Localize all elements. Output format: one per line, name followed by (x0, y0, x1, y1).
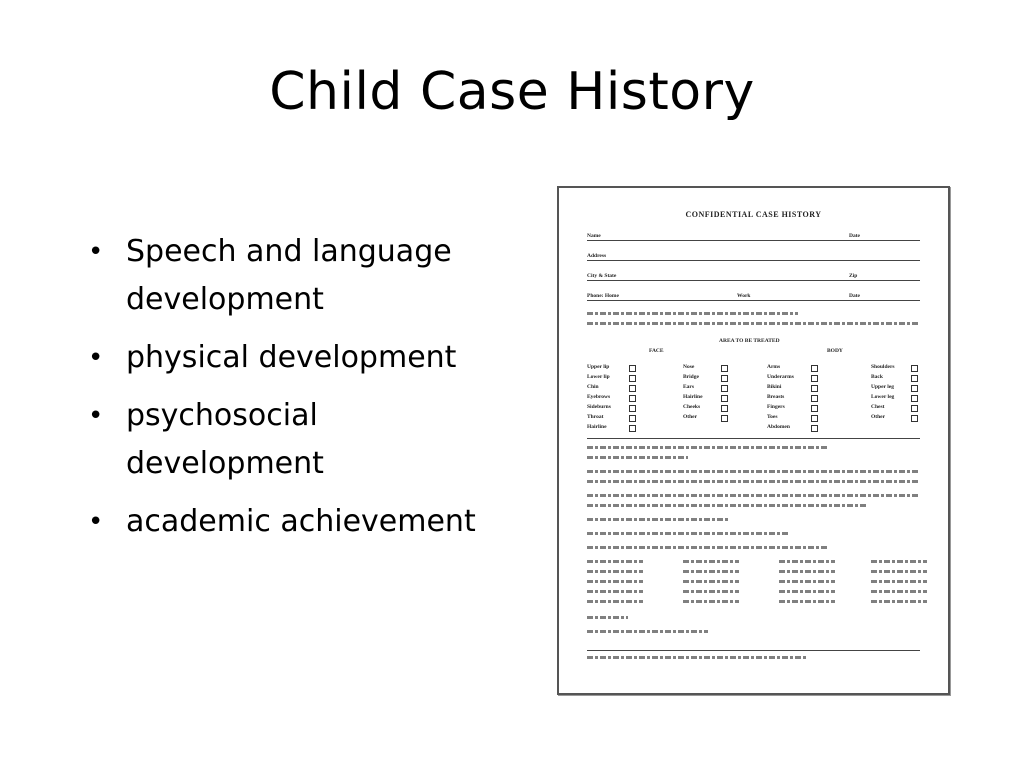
form-field-label: Name (587, 233, 601, 239)
bullet-icon: • (88, 343, 104, 373)
form-checklist-label: Abdomen (767, 424, 790, 430)
form-checkbox (629, 405, 636, 412)
form-text-line (587, 446, 828, 449)
form-checklist-label: Breasts (767, 394, 785, 400)
form-checklist-label: Chest (871, 404, 885, 410)
form-field-label: Work (737, 293, 751, 299)
form-text-line (587, 590, 643, 593)
form-checklist-label: Hairline (683, 394, 703, 400)
form-field-label: Phone: Home (587, 293, 619, 299)
form-checkbox (811, 405, 818, 412)
form-text-line (587, 656, 808, 659)
form-text-line (779, 600, 835, 603)
form-text-line (683, 600, 739, 603)
form-checkbox (811, 385, 818, 392)
form-checkbox (811, 415, 818, 422)
form-text-line (587, 456, 688, 459)
form-checkbox (911, 375, 918, 382)
form-city-row (587, 270, 920, 281)
form-checklist-label: Chin (587, 384, 599, 390)
form-heading: CONFIDENTIAL CASE HISTORY (685, 210, 822, 219)
form-text-line (683, 570, 739, 573)
form-checklist-label: Upper lip (587, 364, 610, 370)
form-checklist-label: Lower lip (587, 374, 610, 380)
form-text-line (587, 560, 643, 563)
form-checklist-label: Hairline (587, 424, 607, 430)
form-field-label: Address (587, 253, 607, 259)
form-text-line (871, 580, 927, 583)
form-field-label: Date (849, 293, 860, 299)
form-text-line (871, 600, 927, 603)
form-text-line (587, 494, 920, 497)
form-text-line (587, 570, 643, 573)
form-checklist-label: Upper leg (871, 384, 894, 390)
form-checkbox (629, 395, 636, 402)
form-checkbox (911, 395, 918, 402)
form-text-line (683, 580, 739, 583)
form-text-line (587, 504, 868, 507)
form-checkbox (629, 385, 636, 392)
form-checklist-label: Ears (683, 384, 694, 390)
form-text-line (779, 560, 835, 563)
form-checkbox (721, 375, 728, 382)
form-checkbox (629, 365, 636, 372)
case-history-form-image (557, 186, 950, 695)
bullet-icon: • (88, 401, 104, 431)
form-field-label: Zip (849, 273, 858, 279)
form-text-line (779, 590, 835, 593)
form-divider (587, 438, 920, 439)
form-checklist-label: Bikini (767, 384, 782, 390)
form-checkbox (629, 415, 636, 422)
form-checkbox (629, 425, 636, 432)
bullet-item (88, 228, 508, 324)
bullet-text: academic achievement (126, 504, 476, 539)
form-checkbox (811, 365, 818, 372)
form-text-line (779, 570, 835, 573)
bullet-text: Speech and language development (126, 234, 452, 317)
form-address-row (587, 250, 920, 261)
form-text-line (587, 470, 920, 473)
form-text-line (587, 532, 788, 535)
form-checkbox (911, 415, 918, 422)
form-face-label: FACE (649, 348, 664, 354)
form-text-line (587, 546, 828, 549)
form-text-line (587, 600, 643, 603)
form-checkbox (721, 415, 728, 422)
form-checklist-label: Bridge (683, 374, 699, 380)
bullet-item (88, 498, 508, 546)
form-body-label: BODY (827, 348, 843, 354)
bullet-icon: • (88, 237, 104, 267)
form-checklist-label: Underarms (767, 374, 794, 380)
form-checkbox (911, 365, 918, 372)
form-section-label: AREA TO BE TREATED (719, 338, 780, 344)
form-checklist-label: Nose (683, 364, 695, 370)
form-checklist-label: Other (683, 414, 698, 420)
form-text-line (683, 590, 739, 593)
form-checklist-label: Throat (587, 414, 604, 420)
bullet-list (88, 228, 508, 556)
form-checkbox (811, 395, 818, 402)
form-checklist-label: Eyebrows (587, 394, 611, 400)
form-checkbox (721, 365, 728, 372)
form-text-line (587, 580, 643, 583)
bullet-item (88, 392, 508, 488)
form-text-line (587, 616, 628, 619)
bullet-text: psychosocial development (126, 398, 324, 481)
form-checklist-label: Shoulders (871, 364, 895, 370)
form-checkbox (721, 385, 728, 392)
form-checkbox (811, 425, 818, 432)
form-checkbox (721, 405, 728, 412)
form-checkbox (911, 405, 918, 412)
form-checkbox (629, 375, 636, 382)
form-text-line (587, 518, 728, 521)
form-text-line (779, 580, 835, 583)
form-checkbox (911, 385, 918, 392)
form-text-line (683, 560, 739, 563)
form-text-line (587, 312, 798, 315)
form-field-label: City & State (587, 273, 617, 279)
form-text-line (871, 570, 927, 573)
form-text-line (587, 630, 708, 633)
form-text-line (587, 322, 920, 325)
form-name-row (587, 230, 920, 241)
form-checklist-label: Other (871, 414, 886, 420)
bullet-text: physical development (126, 340, 457, 375)
form-checkbox (811, 375, 818, 382)
form-checklist-label: Arms (767, 364, 781, 370)
form-checklist-label: Toes (767, 414, 778, 420)
form-checklist-label: Lower leg (871, 394, 895, 400)
form-checklist-label: Fingers (767, 404, 785, 410)
form-checklist-label: Cheeks (683, 404, 701, 410)
bullet-item (88, 334, 508, 382)
form-text-line (871, 590, 927, 593)
form-checklist-label: Back (871, 374, 883, 380)
form-divider (587, 650, 920, 651)
form-checklist-label: Sideburns (587, 404, 611, 410)
slide-title: Child Case History (269, 62, 755, 122)
bullet-icon: • (88, 507, 104, 537)
form-text-line (871, 560, 927, 563)
form-field-label: Date (849, 233, 860, 239)
form-text-line (587, 480, 920, 483)
form-checkbox (721, 395, 728, 402)
form-phone-row (587, 290, 920, 301)
